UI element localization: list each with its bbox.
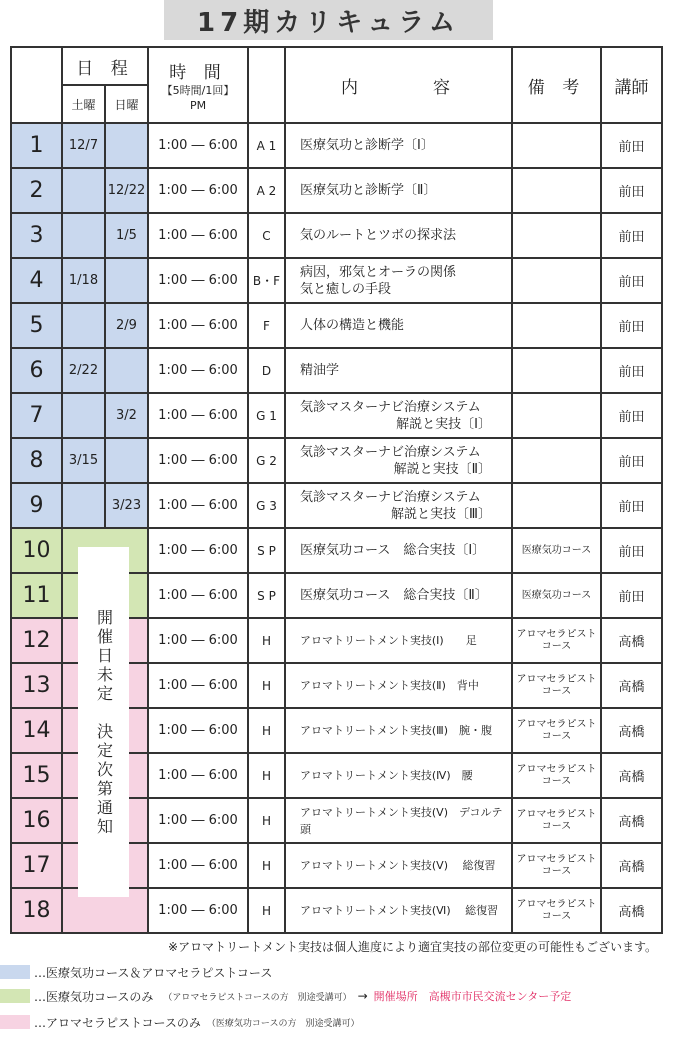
row-code: A 1: [248, 123, 285, 168]
row-code: B・F: [248, 258, 285, 303]
row-number: 2: [11, 168, 62, 213]
row-saturday: [62, 483, 105, 528]
row-content: [285, 798, 512, 843]
row-note: [512, 663, 601, 708]
row-time: 1:00 ― 6:00: [148, 528, 248, 573]
row-content-text: 医療気功コース 総合実技〔Ⅰ〕: [300, 543, 486, 558]
row-content-text: 気のルートとツボの探求法: [300, 228, 457, 243]
row-content-text: アロマトリートメント実技(Ⅲ) 腕・腹: [300, 724, 493, 737]
row-content-text: アロマトリートメント実技(Ⅴ) デコルテ頭: [300, 805, 503, 836]
row-note: [512, 168, 601, 213]
row-code: S P: [248, 573, 285, 618]
row-number: 12: [11, 618, 62, 663]
row-teacher: 前田: [601, 528, 662, 573]
row-time: 1:00 ― 6:00: [148, 843, 248, 888]
row-note-text: 医療気功コース: [521, 589, 592, 601]
legend-pink-small: （医療気功コースの方 別途受講可）: [206, 1018, 360, 1029]
row-content-text: アロマトリートメント実技(Ⅵ) 総復習: [300, 904, 499, 917]
row-content: [285, 753, 512, 798]
row-code: A 2: [248, 168, 285, 213]
row-teacher: 高橋: [601, 708, 662, 753]
legend-blue: [0, 964, 272, 980]
header-sunday: 日曜: [105, 85, 148, 123]
row-content-text: 医療気功と診断学〔Ⅰ〕: [300, 138, 434, 153]
header-time: [148, 47, 248, 123]
row-saturday: [62, 213, 105, 258]
row-sunday: [105, 438, 148, 483]
row-note: [512, 348, 601, 393]
row-number: 18: [11, 888, 62, 933]
row-note-line2: コース: [541, 775, 572, 787]
row-time: 1:00 ― 6:00: [148, 348, 248, 393]
row-content: [285, 213, 512, 258]
table-row: [11, 258, 662, 303]
header-time-sub1: 【5時間/1回】: [161, 83, 235, 97]
row-note-text: アロマセラピスト: [516, 718, 597, 730]
row-content: [285, 348, 512, 393]
row-sunday: [105, 348, 148, 393]
row-content-text: 精油学: [300, 363, 340, 378]
row-content-text: アロマトリートメント実技(Ⅰ) 足: [300, 634, 477, 647]
row-number: 4: [11, 258, 62, 303]
row-sunday: [105, 258, 148, 303]
row-note-line2: コース: [541, 910, 572, 922]
legend-pink: [0, 1014, 359, 1030]
row-number: 3: [11, 213, 62, 258]
table-row: [11, 438, 662, 483]
legend-green: [0, 988, 571, 1004]
row-teacher: 前田: [601, 438, 662, 483]
table-row: [11, 393, 662, 438]
row-content: [285, 573, 512, 618]
row-content: [285, 528, 512, 573]
row-content-text: 気診マスターナビ治療システム: [300, 399, 481, 415]
legend-green-swatch: [0, 989, 30, 1003]
row-code: H: [248, 798, 285, 843]
row-time: 1:00 ― 6:00: [148, 258, 248, 303]
legend-pink-swatch: [0, 1015, 30, 1029]
row-sunday: 3/2: [105, 393, 148, 438]
row-content-text: アロマトリートメント実技(Ⅳ) 腰: [300, 769, 473, 782]
row-teacher: 前田: [601, 303, 662, 348]
header-teacher: 講師: [601, 47, 662, 123]
row-teacher: 前田: [601, 213, 662, 258]
row-content: [285, 888, 512, 933]
row-code: G 3: [248, 483, 285, 528]
row-number: 8: [11, 438, 62, 483]
undecided-dates-box: [78, 547, 129, 897]
row-code: H: [248, 753, 285, 798]
row-note-line2: コース: [541, 685, 572, 697]
row-number: 10: [11, 528, 62, 573]
row-content-sub: 解説と実技〔Ⅱ〕: [393, 461, 491, 477]
row-note-text: アロマセラピスト: [516, 898, 597, 910]
row-teacher: 前田: [601, 168, 662, 213]
header-time-label: 時 間: [169, 62, 227, 83]
row-content-text: 医療気功と診断学〔Ⅱ〕: [300, 183, 437, 198]
row-note: [512, 528, 601, 573]
row-code: H: [248, 663, 285, 708]
row-time: 1:00 ― 6:00: [148, 618, 248, 663]
row-note: [512, 708, 601, 753]
row-content: [285, 438, 512, 483]
row-teacher: 高橋: [601, 663, 662, 708]
row-saturday: 3/15: [62, 438, 105, 483]
row-code: G 2: [248, 438, 285, 483]
row-time: 1:00 ― 6:00: [148, 798, 248, 843]
legend-blue-swatch: [0, 965, 30, 979]
row-note: [512, 573, 601, 618]
row-saturday: [62, 303, 105, 348]
row-note: [512, 393, 601, 438]
row-time: 1:00 ― 6:00: [148, 393, 248, 438]
row-time: 1:00 ― 6:00: [148, 708, 248, 753]
row-content: [285, 843, 512, 888]
row-note: [512, 258, 601, 303]
row-code: F: [248, 303, 285, 348]
row-number: 6: [11, 348, 62, 393]
row-content-text: アロマトリートメント実技(Ⅱ) 背中: [300, 679, 479, 692]
row-content-text: 医療気功コース 総合実技〔Ⅱ〕: [300, 588, 488, 603]
row-teacher: 前田: [601, 573, 662, 618]
row-content: [285, 618, 512, 663]
row-note: [512, 213, 601, 258]
row-code: H: [248, 708, 285, 753]
row-content-text: 気診マスターナビ治療システム: [300, 444, 481, 460]
legend-green-small: （アロマセラピストコースの方 別途受講可）: [163, 992, 352, 1003]
row-number: 5: [11, 303, 62, 348]
row-sunday: 1/5: [105, 213, 148, 258]
legend-green-text: …医療気功コースのみ: [34, 989, 154, 1004]
row-note-line2: コース: [541, 820, 572, 832]
row-time: 1:00 ― 6:00: [148, 573, 248, 618]
row-note: [512, 123, 601, 168]
row-teacher: 前田: [601, 123, 662, 168]
row-code: D: [248, 348, 285, 393]
row-note-text: アロマセラピスト: [516, 763, 597, 775]
row-note: [512, 618, 601, 663]
row-note-line2: コース: [541, 865, 572, 877]
header-saturday: 土曜: [62, 85, 105, 123]
row-note-text: アロマセラピスト: [516, 628, 597, 640]
row-note: [512, 888, 601, 933]
row-teacher: 前田: [601, 483, 662, 528]
legend-venue: 開催場所 高槻市市民交流センター予定: [373, 990, 572, 1003]
row-number: 11: [11, 573, 62, 618]
row-saturday: [62, 168, 105, 213]
row-teacher: 高橋: [601, 888, 662, 933]
row-code: G 1: [248, 393, 285, 438]
table-row: [11, 168, 662, 213]
undecided-dates-text: 開催日未定 決定次第通知: [94, 609, 114, 837]
row-code: S P: [248, 528, 285, 573]
row-time: 1:00 ― 6:00: [148, 303, 248, 348]
row-teacher: 前田: [601, 393, 662, 438]
table-row: [11, 483, 662, 528]
row-teacher: 前田: [601, 348, 662, 393]
page-title: 17期カリキュラム: [164, 0, 493, 40]
row-note-line2: コース: [541, 640, 572, 652]
header-content: 内 容: [285, 47, 512, 123]
row-content: [285, 258, 512, 303]
table-row: [11, 123, 662, 168]
row-number: 14: [11, 708, 62, 753]
row-code: H: [248, 618, 285, 663]
row-content-line2: 気と癒しの手段: [300, 281, 392, 297]
row-note: [512, 843, 601, 888]
table-row: [11, 348, 662, 393]
row-time: 1:00 ― 6:00: [148, 753, 248, 798]
row-content-text: 気診マスターナビ治療システム: [300, 489, 481, 505]
row-saturday: 2/22: [62, 348, 105, 393]
row-content-sub: 解説と実技〔Ⅲ〕: [391, 506, 491, 522]
row-note: [512, 438, 601, 483]
row-time: 1:00 ― 6:00: [148, 483, 248, 528]
row-content: [285, 168, 512, 213]
row-time: 1:00 ― 6:00: [148, 888, 248, 933]
row-time: 1:00 ― 6:00: [148, 663, 248, 708]
row-number: 1: [11, 123, 62, 168]
row-teacher: 高橋: [601, 843, 662, 888]
row-teacher: 高橋: [601, 798, 662, 843]
header-code: [248, 47, 285, 123]
row-note-text: アロマセラピスト: [516, 808, 597, 820]
row-saturday: 12/7: [62, 123, 105, 168]
row-teacher: 前田: [601, 258, 662, 303]
row-time: 1:00 ― 6:00: [148, 438, 248, 483]
table-row: [11, 213, 662, 258]
row-content: [285, 663, 512, 708]
row-saturday: 1/18: [62, 258, 105, 303]
row-note: [512, 483, 601, 528]
row-sunday: 12/22: [105, 168, 148, 213]
row-note: [512, 798, 601, 843]
row-teacher: 高橋: [601, 753, 662, 798]
row-saturday: [62, 393, 105, 438]
row-content: [285, 303, 512, 348]
row-content: [285, 708, 512, 753]
row-teacher: 高橋: [601, 618, 662, 663]
row-time: 1:00 ― 6:00: [148, 213, 248, 258]
legend-blue-text: …医療気功コース＆アロマセラピストコース: [34, 965, 273, 980]
row-code: H: [248, 888, 285, 933]
row-content-sub: 解説と実技〔Ⅰ〕: [396, 416, 491, 432]
row-content-text: 人体の構造と機能: [300, 318, 405, 333]
row-number: 13: [11, 663, 62, 708]
row-note-text: 医療気功コース: [521, 544, 592, 556]
row-content: [285, 393, 512, 438]
footnote: ※アロマトリートメント実技は個人進度により適宜実技の部位変更の可能性もございます。: [168, 940, 657, 954]
header-time-sub2: PM: [189, 98, 207, 112]
row-time: 1:00 ― 6:00: [148, 168, 248, 213]
row-content: [285, 483, 512, 528]
header-notes: 備 考: [512, 47, 601, 123]
table-row: [11, 303, 662, 348]
row-content-text: アロマトリートメント実技(Ⅴ) 総復習: [300, 859, 496, 872]
row-number: 15: [11, 753, 62, 798]
row-number: 9: [11, 483, 62, 528]
legend-pink-text: …アロマセラピストコースのみ: [34, 1015, 201, 1030]
row-note: [512, 303, 601, 348]
row-sunday: 3/23: [105, 483, 148, 528]
row-note-text: アロマセラピスト: [516, 853, 597, 865]
header-number: [11, 47, 62, 123]
row-number: 7: [11, 393, 62, 438]
row-number: 16: [11, 798, 62, 843]
row-note-line2: コース: [541, 730, 572, 742]
row-sunday: 2/9: [105, 303, 148, 348]
arrow-icon: →: [357, 989, 368, 1003]
header-schedule: 日 程: [62, 47, 148, 85]
row-code: H: [248, 843, 285, 888]
row-code: C: [248, 213, 285, 258]
row-sunday: [105, 123, 148, 168]
row-note-text: アロマセラピスト: [516, 673, 597, 685]
row-number: 17: [11, 843, 62, 888]
row-note: [512, 753, 601, 798]
row-content: [285, 123, 512, 168]
row-content-text: 病因，邪気とオーラの関係: [300, 264, 457, 280]
row-time: 1:00 ― 6:00: [148, 123, 248, 168]
